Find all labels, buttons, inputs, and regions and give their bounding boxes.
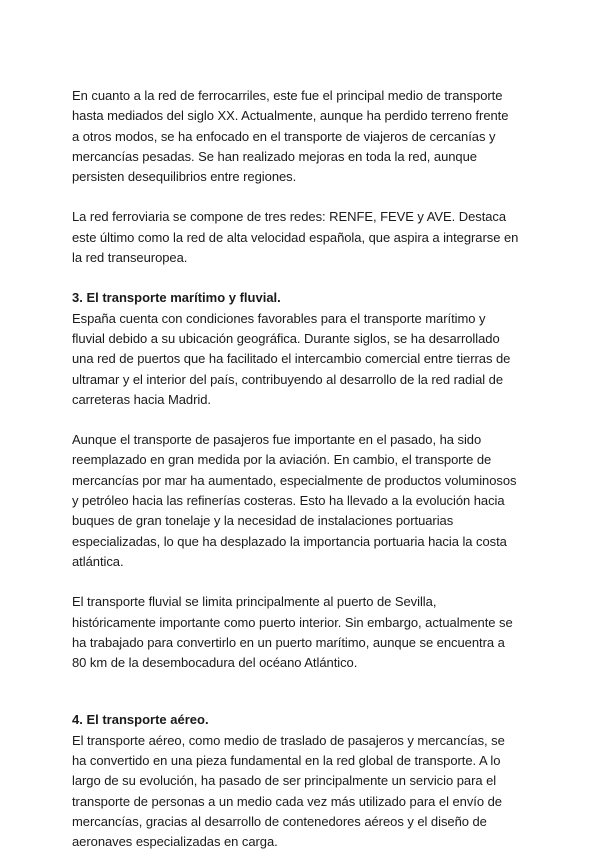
text-line: transporte de personas a un medio cada vez más utilizado para el envío de: [72, 793, 502, 809]
text-line: aeronaves especializadas en carga.: [72, 834, 278, 850]
text-line: España cuenta con condiciones favorables para el transporte marítimo y: [72, 310, 486, 326]
paragraph-maritime-goods: [72, 430, 532, 572]
text-line: especializadas, lo que ha desplazado la importancia portuaria hacia la costa: [72, 533, 507, 549]
text-line: la red transeuropea.: [72, 250, 188, 266]
text-line: largo de su evolución, ha pasado de ser principalmente un servicio para el: [72, 773, 497, 789]
text-line: 80 km de la desembocadura del océano Atlántico.: [72, 655, 358, 671]
paragraph-maritime-intro: [72, 309, 532, 410]
text-line: a otros modos, se ha enfocado en el transporte de viajeros de cercanías y: [72, 128, 496, 144]
text-line: atlántica.: [72, 553, 124, 569]
paragraph-rail-composition: [72, 207, 532, 268]
text-line: El transporte aéreo, como medio de traslado de pasajeros y mercancías, se: [72, 732, 505, 748]
text-line: persisten desequilibrios entre regiones.: [72, 169, 297, 185]
text-line: ha convertido en una pieza fundamental en la red global de transporte. A lo: [72, 753, 501, 769]
text-line: fluvial debido a su ubicación geográfica. Durante siglos, se ha desarrollado: [72, 330, 500, 346]
text-line: mercancías pesadas. Se han realizado mejoras en toda la red, aunque: [72, 148, 477, 164]
paragraph-gap: [72, 268, 532, 288]
text-line: mercancías, gracias al desarrollo de contenedores aéreos y el diseño de: [72, 813, 487, 829]
paragraph-gap: [72, 572, 532, 592]
paragraph-air: [72, 731, 532, 853]
text-line: La red ferroviaria se compone de tres redes: RENFE, FEVE y AVE. Destaca: [72, 209, 507, 225]
text-line: una red de puertos que ha facilitado el intercambio comercial entre tierras de: [72, 351, 511, 367]
text-line: históricamente importante como puerto interior. Sin embargo, actualmente se: [72, 614, 513, 630]
paragraph-rail-network: [72, 86, 532, 187]
paragraph-fluvial: [72, 592, 532, 673]
text-line: buques de gran tonelaje y la necesidad de instalaciones portuarias: [72, 513, 454, 529]
text-line: El transporte fluvial se limita principalmente al puerto de Sevilla,: [72, 594, 437, 610]
section-heading-air: 4. El transporte aéreo.: [72, 712, 209, 728]
text-line: hasta mediados del siglo XX. Actualmente, aunque ha perdido terreno frente: [72, 108, 509, 124]
text-line: Aunque el transporte de pasajeros fue importante en el pasado, ha sido: [72, 432, 482, 448]
text-line: ha trabajado para convertirlo en un puerto marítimo, aunque se encuentra a: [72, 634, 505, 650]
text-line: mercancías por mar ha aumentado, especialmente de productos voluminosos: [72, 472, 517, 488]
document-page: [72, 86, 532, 853]
paragraph-gap: [72, 410, 532, 430]
paragraph-gap: [72, 673, 532, 710]
text-line: reemplazado en gran medida por la aviación. En cambio, el transporte de: [72, 452, 492, 468]
text-line: En cuanto a la red de ferrocarriles, este fue el principal medio de transporte: [72, 88, 503, 103]
text-line: ultramar y el interior del país, contribuyendo al desarrollo de la red radial de: [72, 371, 504, 387]
text-line: y petróleo hacia las refinerías costeras. Esto ha llevado a la evolución hacia: [72, 493, 505, 509]
section-heading-maritime: 3. El transporte marítimo y fluvial.: [72, 290, 281, 306]
paragraph-gap: [72, 187, 532, 207]
text-line: este último como la red de alta velocidad española, que aspira a integrarse en: [72, 229, 519, 245]
text-line: carreteras hacia Madrid.: [72, 391, 211, 407]
